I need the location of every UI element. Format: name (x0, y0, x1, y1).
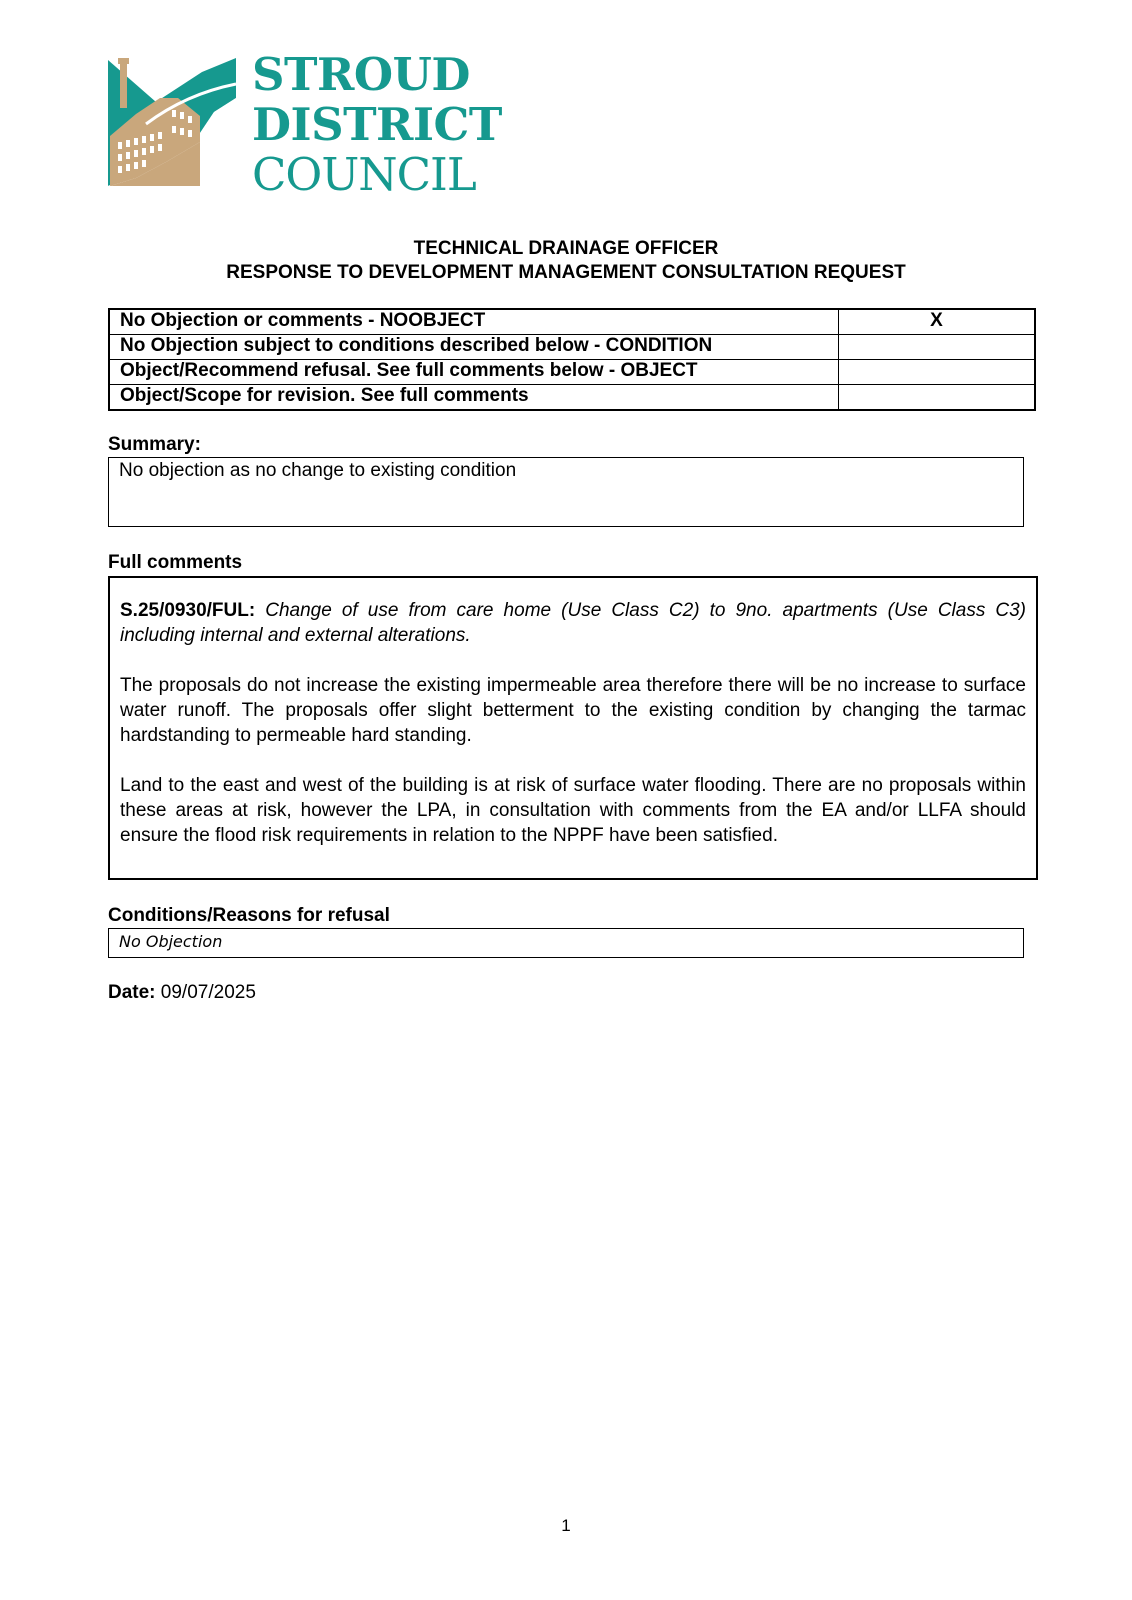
option-mark (839, 335, 1036, 360)
option-label: Object/Scope for revision. See full comments (109, 385, 839, 411)
option-row (109, 360, 1035, 385)
logo-line-council: COUNCIL (252, 148, 476, 201)
date-line (108, 982, 256, 1004)
response-options-table (108, 308, 1036, 411)
logo-line-stroud: STROUD (252, 48, 470, 101)
option-label: Object/Recommend refusal. See full comments below - OBJECT (109, 360, 839, 385)
summary-label: Summary: (108, 434, 201, 455)
option-row (109, 309, 1035, 335)
summary-text: No objection as no change to existing condition (119, 460, 517, 481)
comment-paragraph: Land to the east and west of the building is at risk of surface water flooding. There are no proposals within these areas at risk, however the LPA, in consultation with comments from the EA and/or LLFA should ensure the flood risk requirements in relation to the NPPF have been satisfied. (120, 775, 1026, 846)
application-description-text: Change of use from care home (Use Class C2) to 9no. apartments (Use Class C3) including internal and external alterations. (120, 600, 1027, 646)
document-title: TECHNICAL DRAINAGE OFFICER (413, 238, 719, 259)
conditions-box (108, 928, 1024, 958)
comment-paragraph: The proposals do not increase the existing impermeable area therefore there will be no increase to surface water runoff. The proposals offer slight betterment to the existing condition by changing the tarmac hardstanding to permeable hard standing. (120, 675, 1026, 746)
application-reference: S.25/0930/FUL: (120, 600, 256, 621)
mill-building-logo-icon (106, 54, 240, 186)
full-comments-box (108, 576, 1038, 880)
conditions-label: Conditions/Reasons for refusal (108, 905, 390, 926)
document-subtitle: RESPONSE TO DEVELOPMENT MANAGEMENT CONSULTATION REQUEST (226, 262, 906, 283)
option-mark: X (839, 309, 1036, 335)
application-description (120, 598, 1026, 648)
option-row (109, 335, 1035, 360)
date-label: Date: (108, 982, 156, 1003)
option-mark (839, 360, 1036, 385)
option-mark (839, 385, 1036, 411)
council-logo (106, 48, 502, 201)
logo-line-district: DISTRICT (252, 98, 502, 151)
page-number: 1 (561, 1516, 571, 1535)
option-row (109, 385, 1035, 411)
summary-box (108, 457, 1024, 527)
logo-wordmark (252, 50, 502, 200)
conditions-text: No Objection (119, 932, 223, 951)
option-label: No Objection or comments - NOOBJECT (109, 309, 839, 335)
full-comments-label: Full comments (108, 552, 243, 573)
option-label: No Objection subject to conditions described below - CONDITION (109, 335, 839, 360)
date-value: 09/07/2025 (160, 982, 256, 1003)
